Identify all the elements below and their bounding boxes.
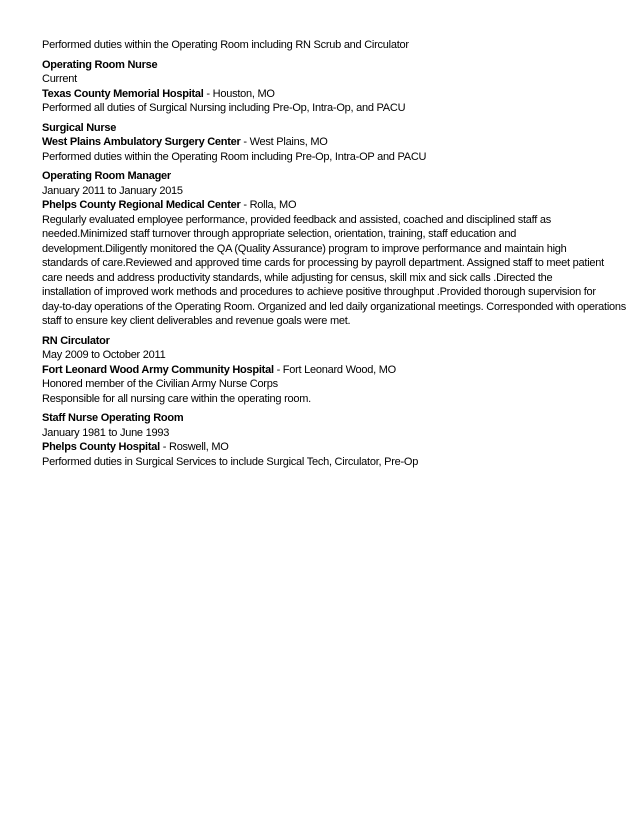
description-line: day-to-day operations of the Operating Room. Organized and led daily organizational meetings. Corresponded with operations: [42, 300, 627, 313]
job-description: [42, 213, 627, 329]
job-description: [42, 150, 616, 165]
employer-line: [42, 440, 616, 455]
job-description: [42, 377, 616, 406]
job-date: January 2011 to January 2015: [42, 184, 183, 197]
job-description: [42, 101, 616, 116]
job-title: Operating Room Manager: [42, 170, 171, 182]
employer-name: Texas County Memorial Hospital: [42, 87, 204, 100]
job-date: May 2009 to October 2011: [42, 349, 166, 361]
job-description: [42, 455, 616, 470]
description-line: Performed duties within the Operating Room including Pre-Op, Intra-OP and PACU: [42, 150, 427, 163]
employer-location: - Fort Leonard Wood, MO: [273, 363, 396, 376]
job-title: Staff Nurse Operating Room: [42, 412, 184, 424]
description-line: Regularly evaluated employee performance, provided feedback and assisted, coached and disciplined staff as: [42, 213, 551, 226]
description-line: needed.Minimized staff turnover through appropriate selection, orientation, training, staff education and: [42, 228, 517, 240]
description-line: care needs and address productivity standards, while adjusting for census, skill mix and sick calls .Directed the: [42, 271, 553, 284]
description-line: Performed duties in Surgical Services to include Surgical Tech, Circulator, Pre-Op: [42, 455, 419, 468]
job-title: Operating Room Nurse: [42, 58, 158, 71]
job-entry: [42, 334, 616, 407]
employer-name: West Plains Ambulatory Surgery Center: [42, 136, 241, 148]
job-entry: [42, 169, 627, 329]
employer-location: - Houston, MO: [203, 87, 275, 100]
employer-name: Phelps County Regional Medical Center: [42, 199, 241, 211]
description-line: Responsible for all nursing care within the operating room.: [42, 392, 311, 405]
description-line: Honored member of the Civilian Army Nurse Corps: [42, 378, 278, 390]
job-title: RN Circulator: [42, 334, 110, 347]
resume-page: [42, 38, 627, 469]
description-line: Performed all duties of Surgical Nursing including Pre-Op, Intra-Op, and PACU: [42, 102, 406, 114]
employer-location: - Rolla, MO: [240, 199, 297, 211]
job-title: Surgical Nurse: [42, 121, 117, 134]
description-line: development.Diligently monitored the QA (Quality Assurance) program to improve performance and maintain high: [42, 242, 567, 255]
intro-line: Performed duties within the Operating Room including RN Scrub and Circulator: [42, 39, 409, 51]
job-entry: [42, 411, 616, 469]
description-line: standards of care.Reviewed and approved time cards for processing by payroll department. Assigned staff to meet patient: [42, 257, 604, 269]
job-date: Current: [42, 73, 77, 85]
employer-name: Phelps County Hospital: [42, 441, 160, 453]
employer-line: [42, 363, 616, 378]
description-line: staff to ensure key client deliverables and revenue goals were met.: [42, 315, 351, 327]
employer-line: [42, 87, 616, 102]
employer-location: - West Plains, MO: [240, 136, 328, 148]
employer-line: [42, 135, 616, 150]
description-line: installation of improved work methods and procedures to achieve positive throughput .Provided thorough supervision for: [42, 286, 596, 298]
job-date: January 1981 to June 1993: [42, 426, 170, 439]
job-entry: [42, 121, 616, 165]
employer-location: - Roswell, MO: [159, 441, 229, 453]
job-entry: [42, 58, 616, 116]
employer-name: Fort Leonard Wood Army Community Hospital: [42, 363, 274, 376]
employer-line: [42, 198, 616, 213]
